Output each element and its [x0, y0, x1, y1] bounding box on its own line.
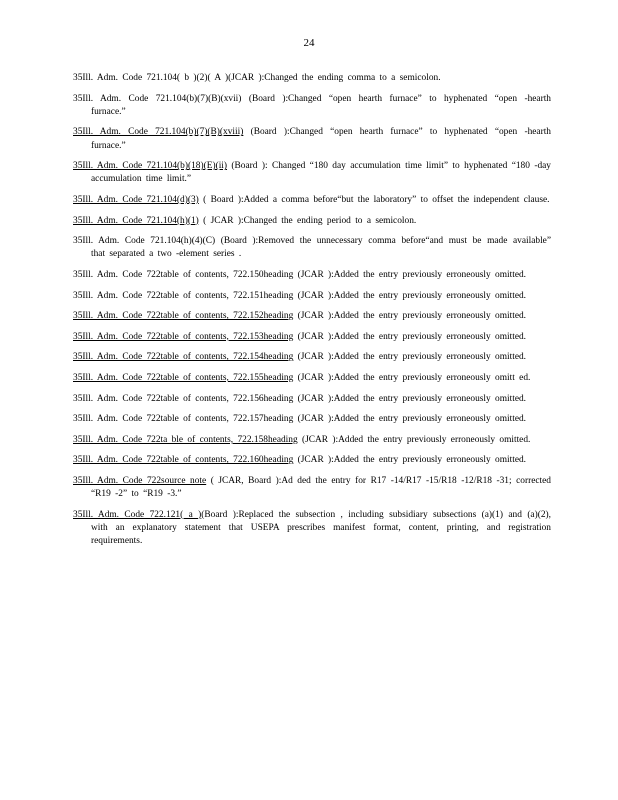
- amendment-text: (JCAR ):Added the entry previously erroneously omitted.: [293, 352, 527, 363]
- list-item: [73, 72, 551, 85]
- list-item: [73, 509, 551, 549]
- list-item: [73, 413, 551, 426]
- list-item: [73, 126, 551, 152]
- amendment-text: (JCAR ):Added the entry previously erroneously omitted.: [293, 290, 527, 301]
- citation: 35Ill. Adm. Code 722table of contents, 722.152heading: [73, 311, 294, 322]
- amendment-text: (Board ): Changed “180 day accumulation time limit” to hyphenated “180 -day accumulation time limit.”: [91, 161, 551, 185]
- citation: 35Ill. Adm. Code 721.104( b )(2)( A )(JCAR: [73, 73, 255, 83]
- citation: 35Ill. Adm. Code 722.121( a ): [73, 509, 202, 520]
- citation: 35Ill. Adm. Code 722source note: [73, 475, 207, 486]
- citation: 35Ill. Adm. Code 722ta ble of contents, 722.158heading: [73, 434, 298, 445]
- amendment-text: (Board ):Replaced the subsection , including subsidiary subsections (a)(1) and (a)(2), with an explanatory statement that USEPA prescribes manifest format, content, printing, and registration requirements.: [91, 509, 551, 547]
- amendment-text: (JCAR ):Added the entry previously erroneously omitted.: [297, 434, 531, 445]
- amendment-text: (JCAR ):Added the entry previously erroneously omitted.: [293, 414, 527, 425]
- list-item: [73, 331, 551, 344]
- citation: 35Ill. Adm. Code 721.104(b)(18)(E)(ii): [73, 161, 228, 172]
- amendment-text: (Board ):Removed the unnecessary comma before“and must be made available” that separated a two -element series .: [91, 236, 551, 260]
- citation: 35Ill. Adm. Code 722table of contents, 722.156heading: [73, 393, 294, 404]
- amendment-text: ( JCAR, Board ):Ad ded the entry for R17 -14/R17 -15/R18 -12/R18 -31; corrected “R19 -2” to “R19 -3.”: [91, 475, 551, 500]
- citation: 35Ill. Adm. Code 721.104(h)(1): [73, 215, 199, 226]
- list-item: [73, 269, 551, 282]
- citation: 35Ill. Adm. Code 722table of contents, 722.150heading: [73, 269, 294, 280]
- amendment-text: (JCAR ):Added the entry previously erroneously omitted.: [293, 393, 527, 404]
- amendment-text: (JCAR ):Added the entry previously erroneously omitted.: [293, 331, 527, 342]
- citation: 35Ill. Adm. Code 722table of contents, 722.157heading: [73, 414, 294, 425]
- citation: 35Ill. Adm. Code 722table of contents, 722.154heading: [73, 352, 294, 363]
- entry-list: [73, 72, 551, 556]
- list-item: [73, 351, 551, 364]
- list-item: [73, 160, 551, 186]
- list-item: [73, 215, 551, 228]
- citation: 35Ill. Adm. Code 722table of contents, 722.153heading: [73, 331, 294, 342]
- amendment-text: (Board ):Changed “open hearth furnace” to hyphenated “open -hearth furnace.”: [91, 127, 551, 151]
- amendment-text: ( JCAR ):Changed the ending period to a semicolon.: [198, 215, 417, 226]
- page-number: 24: [303, 37, 315, 49]
- list-item: [73, 372, 551, 385]
- citation: 35Ill. Adm. Code 722table of contents, 722.151heading: [73, 290, 294, 301]
- amendment-text: ( Board ):Added a comma before“but the laboratory” to offset the independent clause.: [198, 194, 550, 205]
- list-item: [73, 290, 551, 303]
- amendment-text: (JCAR ):Added the entry previously erroneously omitted.: [293, 269, 527, 280]
- amendment-text: (JCAR ):Added the entry previously erroneously omitted.: [293, 455, 527, 466]
- amendment-text: (JCAR ):Added the entry previously erroneously omitt ed.: [293, 372, 531, 383]
- citation: 35Ill. Adm. Code 722table of contents, 722.160heading: [73, 455, 294, 466]
- citation: 35Ill. Adm. Code 722table of contents, 722.155heading: [73, 372, 294, 383]
- list-item: [73, 454, 551, 467]
- amendment-text: ):Changed the ending comma to a semicolon.: [254, 73, 441, 83]
- amendment-text: (Board ):Changed “open hearth furnace” to hyphenated “open -hearth furnace.”: [91, 93, 551, 117]
- list-item: [73, 235, 551, 261]
- list-item: [73, 475, 551, 501]
- list-item: [73, 434, 551, 447]
- citation: 35Ill. Adm. Code 721.104(b)(7)(B)(xviii): [73, 127, 244, 138]
- citation: 35Ill. Adm. Code 721.104(b)(7)(B)(xvii): [73, 93, 242, 104]
- list-item: [73, 310, 551, 323]
- amendment-text: (JCAR ):Added the entry previously erroneously omitted.: [293, 311, 527, 322]
- citation: 35Ill. Adm. Code 721.104(h)(4)(C): [73, 236, 216, 247]
- list-item: [73, 194, 551, 207]
- list-item: [73, 393, 551, 406]
- list-item: [73, 93, 551, 119]
- citation: 35Ill. Adm. Code 721.104(d)(3): [73, 194, 199, 205]
